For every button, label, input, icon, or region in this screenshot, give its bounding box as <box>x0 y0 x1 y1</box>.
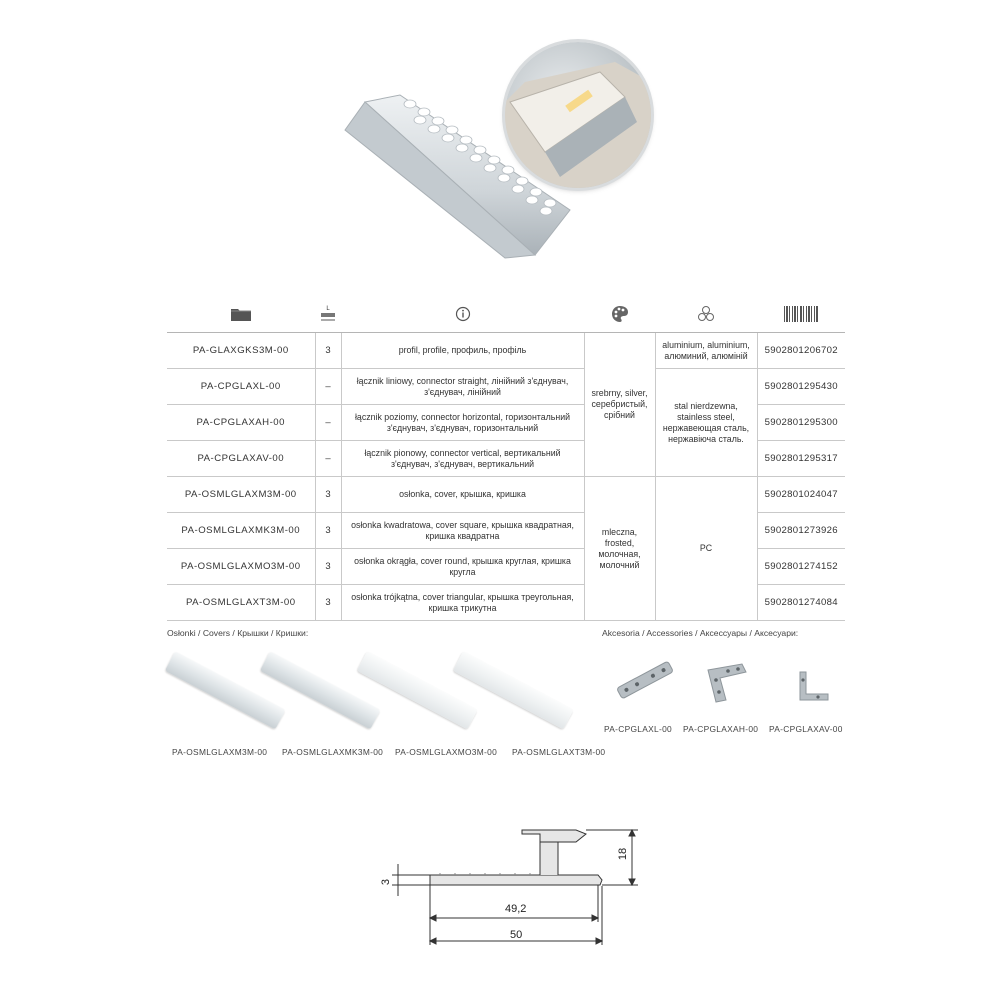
length-value: 3 <box>315 513 341 549</box>
covers-section-label: Osłonki / Covers / Крышки / Кришки: <box>167 628 309 638</box>
folder-icon <box>167 298 315 333</box>
length-value: – <box>315 405 341 441</box>
profile-installation-zoom-image <box>505 42 651 188</box>
ean-code: 5902801295300 <box>757 405 845 441</box>
ean-code: 5902801274152 <box>757 549 845 585</box>
accessory-caption: PA-CPGLAXAV-00 <box>769 724 843 734</box>
material-icon <box>655 298 757 333</box>
description: łącznik pionowy, connector vertical, вертикальний з'єднувач, з'єднувач, вертикальний <box>341 441 584 477</box>
accessory-caption: PA-CPGLAXL-00 <box>604 724 672 734</box>
length-value: 3 <box>315 549 341 585</box>
dimension-height: 18 <box>617 847 630 861</box>
table-row <box>167 369 845 405</box>
description: łącznik poziomy, connector horizontal, горизонтальний з'єднувач, з'єднувач, горизонтальний <box>341 405 584 441</box>
table-row <box>167 333 845 369</box>
barcode-icon <box>757 298 845 333</box>
description: łącznik liniowy, connector straight, лінійний з'єднувач, з'єднувач, лінійний <box>341 369 584 405</box>
material-alu: aluminium, aluminium, алюминий, алюміній <box>655 333 757 369</box>
color-profile: srebrny, silver, серебристый, срібний <box>584 333 655 477</box>
product-code: PA-CPGLAXAH-00 <box>167 405 315 441</box>
length-value: 3 <box>315 585 341 621</box>
length-value: 3 <box>315 477 341 513</box>
cover-caption: PA-OSMLGLAXMK3M-00 <box>282 747 384 757</box>
ean-code: 5902801206702 <box>757 333 845 369</box>
cover-caption: PA-OSMLGLAXT3M-00 <box>512 747 606 757</box>
ean-code: 5902801024047 <box>757 477 845 513</box>
description: osłonka okrągła, cover round, крышка круглая, кришка кругла <box>341 549 584 585</box>
cover-caption: PA-OSMLGLAXMO3M-00 <box>395 747 498 757</box>
description: osłonka, cover, крышка, кришка <box>341 477 584 513</box>
table-row <box>167 477 845 513</box>
accessories-section-label: Akcesoria / Accessories / Аксессуары / Аксесуари: <box>602 628 799 638</box>
material-pc: PC <box>655 477 757 621</box>
product-code: PA-CPGLAXAV-00 <box>167 441 315 477</box>
ean-code: 5902801274084 <box>757 585 845 621</box>
connector-straight-image <box>612 660 678 700</box>
description: profil, profile, профиль, профіль <box>341 333 584 369</box>
product-code: PA-OSMLGLAXT3M-00 <box>167 585 315 621</box>
cover-caption: PA-OSMLGLAXM3M-00 <box>172 747 268 757</box>
ean-code: 5902801273926 <box>757 513 845 549</box>
dimension-inner-width: 49,2 <box>505 903 527 915</box>
dimension-total-width: 50 <box>510 929 523 941</box>
length-value: – <box>315 369 341 405</box>
ean-code: 5902801295317 <box>757 441 845 477</box>
description: osłonka kwadratowa, cover square, крышка квадратная, кришка квадратна <box>341 513 584 549</box>
dimension-thickness: 3 <box>380 878 393 886</box>
product-code: PA-OSMLGLAXMO3M-00 <box>167 549 315 585</box>
material-steel: stal nierdzewna, stainless steel, нержавеющая сталь, нержавіюча сталь. <box>655 369 757 477</box>
length-icon-label: L <box>326 305 330 312</box>
spec-table <box>167 298 845 621</box>
color-cover: mleczna, frosted, молочная, молочний <box>584 477 655 621</box>
product-code: PA-CPGLAXL-00 <box>167 369 315 405</box>
description: osłonka trójkątna, cover triangular, крышка треугольная, кришка трикутна <box>341 585 584 621</box>
length-value: – <box>315 441 341 477</box>
color-palette-icon <box>584 298 655 333</box>
product-code: PA-OSMLGLAXMK3M-00 <box>167 513 315 549</box>
accessory-caption: PA-CPGLAXAH-00 <box>683 724 759 734</box>
product-code: PA-GLAXGKS3M-00 <box>167 333 315 369</box>
length-icon <box>315 298 341 333</box>
connector-horizontal-image <box>702 660 752 706</box>
product-code: PA-OSMLGLAXM3M-00 <box>167 477 315 513</box>
ean-code: 5902801295430 <box>757 369 845 405</box>
length-value: 3 <box>315 333 341 369</box>
connector-vertical-image <box>790 668 834 706</box>
info-icon <box>341 298 584 333</box>
spec-table-header <box>167 298 845 333</box>
